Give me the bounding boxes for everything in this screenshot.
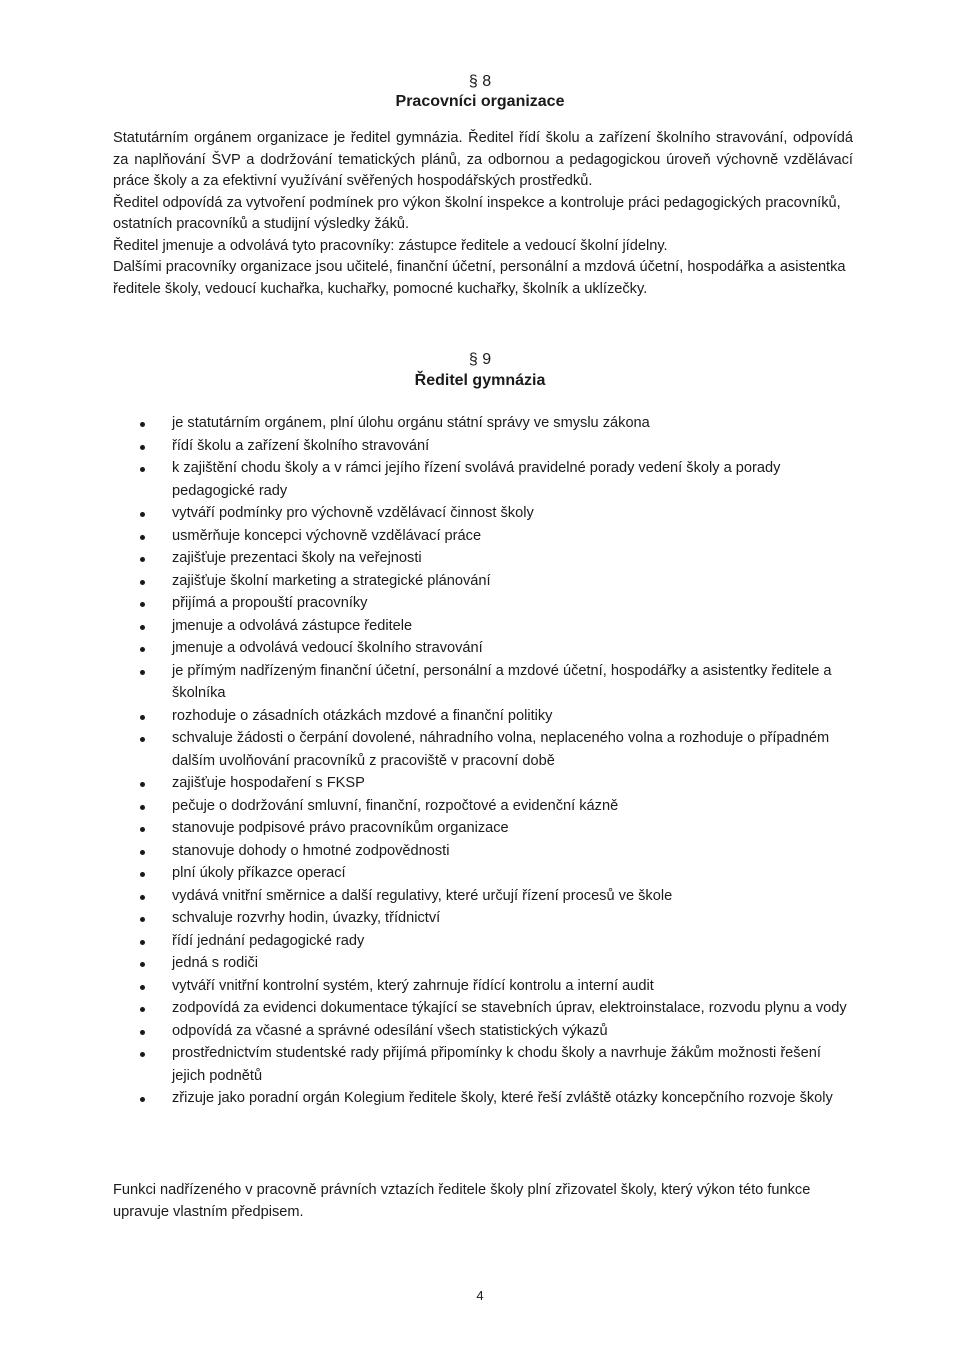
bullet-icon: [140, 1030, 145, 1035]
list-item: [135, 1020, 850, 1043]
list-item-text: zřizuje jako poradní orgán Kolegium ředitele školy, které řeší zvláště otázky koncepčního rozvoje školy: [172, 1090, 833, 1106]
section-9-number: § 9: [468, 351, 492, 368]
bullet-icon: [140, 985, 145, 990]
section-8-title: Pracovníci organizace: [395, 93, 565, 110]
list-item-text: stanovuje podpisové právo pracovníkům organizace: [172, 820, 509, 836]
list-item: [135, 907, 850, 930]
bullet-icon: [140, 535, 145, 540]
list-item-text: pečuje o dodržování smluvní, finanční, rozpočtové a evidenční kázně: [172, 797, 619, 814]
list-item: [135, 795, 850, 818]
bullet-icon: [140, 647, 145, 652]
list-item: [135, 525, 850, 548]
bullet-icon: [140, 625, 145, 630]
list-item-text: usměrňuje koncepci výchovně vzdělávací práce: [172, 527, 482, 544]
list-item-text: k zajištění chodu školy a v rámci jejího řízení svolává pravidelné porady vedení školy a porady pedagogické rady: [172, 460, 781, 499]
bullet-icon: [140, 580, 145, 585]
list-item-text: zodpovídá za evidenci dokumentace týkající se stavebních úprav, elektroinstalace, rozvodu plynu a vody: [172, 1000, 847, 1016]
list-item-text: zajišťuje školní marketing a strategické plánování: [172, 572, 491, 589]
bullet-icon: [140, 895, 145, 900]
bullet-icon: [140, 805, 145, 810]
list-item: [135, 975, 850, 998]
list-item-text: zajišťuje prezentaci školy na veřejnosti: [172, 550, 422, 566]
list-item: [135, 1042, 850, 1087]
bullet-icon: [140, 557, 145, 562]
list-item-text: řídí školu a zařízení školního stravování: [172, 437, 430, 454]
bullet-icon: [140, 602, 145, 607]
bullet-icon: [140, 940, 145, 945]
list-item-text: je přímým nadřízeným finanční účetní, personální a mzdové účetní, hospodářky a asistentky ředitele a školníka: [172, 662, 832, 701]
list-item: [135, 885, 850, 908]
list-item: [135, 547, 850, 570]
bullet-icon: [140, 850, 145, 855]
bullet-icon: [140, 737, 145, 742]
list-item: [135, 727, 850, 772]
list-item-text: jedná s rodiči: [172, 955, 258, 971]
list-item: [135, 930, 850, 953]
list-item: [135, 660, 850, 705]
list-item-text: rozhoduje o zásadních otázkách mzdové a finanční politiky: [172, 707, 553, 724]
list-item: [135, 705, 850, 728]
list-item-text: stanovuje dohody o hmotné zodpovědnosti: [172, 842, 450, 859]
list-item-text: plní úkoly příkazce operací: [172, 865, 346, 881]
list-item: [135, 952, 850, 975]
list-item: [135, 615, 850, 638]
list-item-text: vytváří podmínky pro výchovně vzdělávací činnost školy: [172, 505, 534, 521]
list-item: [135, 502, 850, 525]
bullet-icon: [140, 512, 145, 517]
list-item-text: je statutárním orgánem, plní úlohu orgánu státní správy ve smyslu zákona: [172, 415, 650, 431]
bullet-icon: [140, 1097, 145, 1102]
list-item-text: schvaluje rozvrhy hodin, úvazky, třídnictví: [172, 910, 441, 926]
list-item-text: vydává vnitřní směrnice a další regulativy, které určují řízení procesů ve škole: [172, 887, 673, 904]
bullet-icon: [140, 917, 145, 922]
list-item-text: řídí jednání pedagogické rady: [172, 932, 365, 949]
bullet-icon: [140, 872, 145, 877]
list-item-text: odpovídá za včasné a správné odesílání všech statistických výkazů: [172, 1022, 608, 1039]
bullet-icon: [140, 670, 145, 675]
section-9-closing: Funkci nadřízeného v pracovně právních vztazích ředitele školy plní zřizovatel školy, který výkon této funkce upravuje vlastním předpisem.: [113, 1182, 811, 1220]
list-item-text: jmenuje a odvolává vedoucí školního stravování: [172, 640, 483, 656]
bullet-icon: [140, 1007, 145, 1012]
page-number: 4: [476, 1288, 484, 1303]
section-8-paragraph-4: Dalšími pracovníky organizace jsou učitelé, finanční účetní, personální a mzdová účetní, hospodářka a asistentka ředitele školy, vedoucí kuchařka, kuchařky, pomocné kuchařky, školník a uklízečky.: [113, 259, 846, 297]
section-8-paragraph-2: Ředitel odpovídá za vytvoření podmínek pro výkon školní inspekce a kontroluje práci pedagogických pracovníků, ostatních pracovníků a studijní výsledky žáků.: [113, 194, 841, 232]
bullet-icon: [140, 422, 145, 427]
list-item: [135, 862, 850, 885]
list-item: [135, 412, 850, 435]
list-item: [135, 1087, 850, 1110]
bullet-icon: [140, 827, 145, 832]
list-item-text: zajišťuje hospodaření s FKSP: [172, 775, 365, 791]
list-item-text: vytváří vnitřní kontrolní systém, který zahrnuje řídící kontrolu a interní audit: [172, 977, 654, 994]
list-item-text: přijímá a propouští pracovníky: [172, 595, 368, 611]
bullet-icon: [140, 962, 145, 967]
list-item-text: jmenuje a odvolává zástupce ředitele: [172, 617, 413, 634]
section-8-number: § 8: [468, 73, 492, 90]
bullet-icon: [140, 445, 145, 450]
list-item: [135, 435, 850, 458]
list-item: [135, 637, 850, 660]
section-8-body: [113, 128, 853, 300]
list-item: [135, 997, 850, 1020]
section-8-paragraph-1: Statutárním orgánem organizace je ředitel gymnázia. Ředitel řídí školu a zařízení školního stravování, odpovídá za naplňování ŠVP a dodržování tematických plánů, za odbornou a pedagogickou úroveň výchovně vzdělávací práce školy a za efektivní využívání svěřených hospodářských prostředků.: [113, 130, 853, 189]
bullet-icon: [140, 467, 145, 472]
list-item-text: schvaluje žádosti o čerpání dovolené, náhradního volna, neplaceného volna a rozhoduje o případném dalším uvolňování pracovníků z pracoviště v pracovní době: [172, 730, 830, 769]
bullet-icon: [140, 715, 145, 720]
director-duties-list: [135, 412, 850, 1110]
list-item: [135, 457, 850, 502]
bullet-icon: [140, 782, 145, 787]
list-item: [135, 840, 850, 863]
section-8-paragraph-3: Ředitel jmenuje a odvolává tyto pracovníky: zástupce ředitele a vedoucí školní jídelny.: [113, 237, 668, 254]
list-item: [135, 772, 850, 795]
list-item-text: prostřednictvím studentské rady přijímá připomínky k chodu školy a navrhuje žákům možnosti řešení jejich podnětů: [172, 1045, 821, 1084]
list-item: [135, 817, 850, 840]
bullet-icon: [140, 1052, 145, 1057]
list-item: [135, 592, 850, 615]
section-9-title: Ředitel gymnázia: [414, 372, 546, 389]
list-item: [135, 570, 850, 593]
